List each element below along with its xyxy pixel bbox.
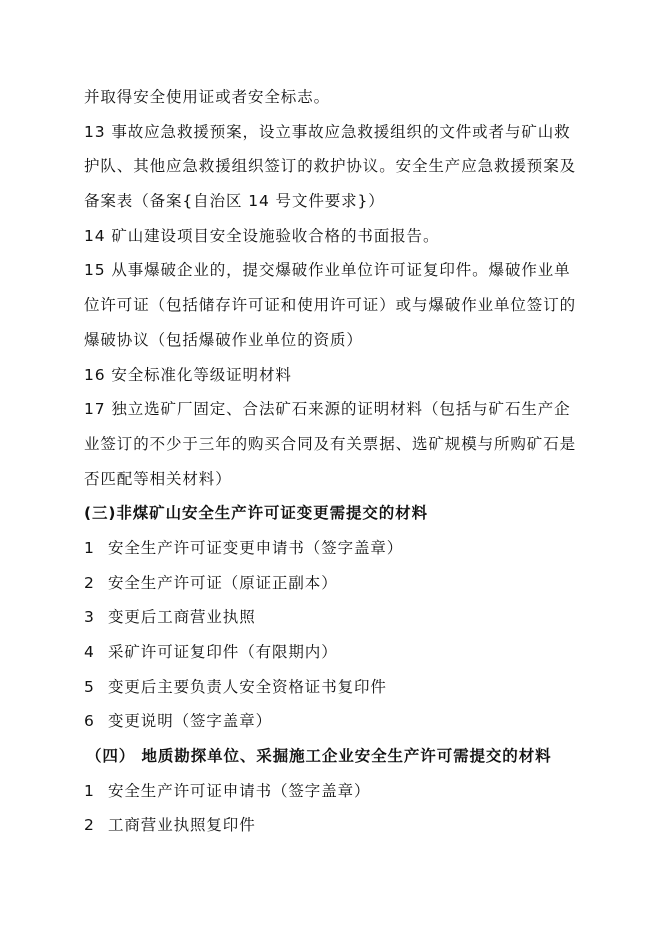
- item-number: 3: [84, 608, 95, 627]
- list-item: [84, 531, 584, 566]
- item-number: 1: [84, 781, 95, 800]
- list-item: [84, 670, 584, 705]
- list-item: [84, 808, 584, 843]
- paragraph-line: 并取得安全使用证或者安全标志。: [84, 88, 331, 106]
- item-text: 变更后工商营业执照: [108, 608, 256, 627]
- paragraph-line: 13 事故应急救援预案，设立事故应急救援组织的文件或者与矿山救: [84, 122, 571, 141]
- section-4-heading: （四） 地质勘探单位、采掘施工企业安全生产许可需提交的材料: [86, 747, 552, 766]
- item-text: 变更说明（签字盖章）: [108, 712, 273, 731]
- item-number: 6: [84, 712, 95, 731]
- paragraph-line: 17 独立选矿厂固定、合法矿石来源的证明材料（包括与矿石生产企: [84, 400, 571, 419]
- paragraph-line: 备案表（备案{自治区 14 号文件要求}）: [84, 192, 385, 211]
- item-number: 4: [84, 643, 95, 661]
- paragraph-line: 业签订的不少于三年的购买合同及有关票据、选矿规模与所购矿石是: [84, 434, 577, 453]
- item-number: 2: [84, 573, 95, 592]
- list-item: [84, 600, 584, 635]
- item-text: 安全生产许可证申请书（签字盖章）: [108, 781, 371, 800]
- list-item: [84, 566, 584, 601]
- list-item: [84, 774, 584, 809]
- item-text: 变更后主要负责人安全资格证书复印件: [108, 677, 387, 696]
- list-item: [84, 704, 584, 739]
- item-text: 安全生产许可证（原证正副本）: [108, 573, 338, 592]
- item-number: 1: [84, 538, 95, 557]
- item-text: 采矿许可证复印件（有限期内）: [108, 643, 338, 661]
- section-3-heading: (三)非煤矿山安全生产许可证变更需提交的材料: [84, 504, 428, 523]
- item-text: 工商营业执照复印件: [108, 816, 256, 835]
- paragraph-line: 位许可证（包括储存许可证和使用许可证）或与爆破作业单位签订的: [84, 296, 577, 315]
- paragraph-line: 14 矿山建设项目安全设施验收合格的书面报告。: [84, 226, 440, 245]
- item-text: 安全生产许可证变更申请书（签字盖章）: [108, 538, 404, 557]
- list-item: [84, 635, 584, 670]
- document-page: [84, 80, 584, 843]
- paragraph-line: 否匹配等相关材料）: [84, 469, 232, 488]
- item-number: 5: [84, 677, 95, 696]
- item-number: 2: [84, 816, 95, 835]
- paragraph-line: 爆破协议（包括爆破作业单位的资质）: [84, 330, 363, 349]
- paragraph-line: 15 从事爆破企业的，提交爆破作业单位许可证复印件。爆破作业单: [84, 261, 571, 280]
- paragraph-line: 护队、其他应急救援组织签订的救护协议。安全生产应急救援预案及: [84, 157, 577, 176]
- paragraph-line: 16 安全标准化等级证明材料: [84, 365, 292, 384]
